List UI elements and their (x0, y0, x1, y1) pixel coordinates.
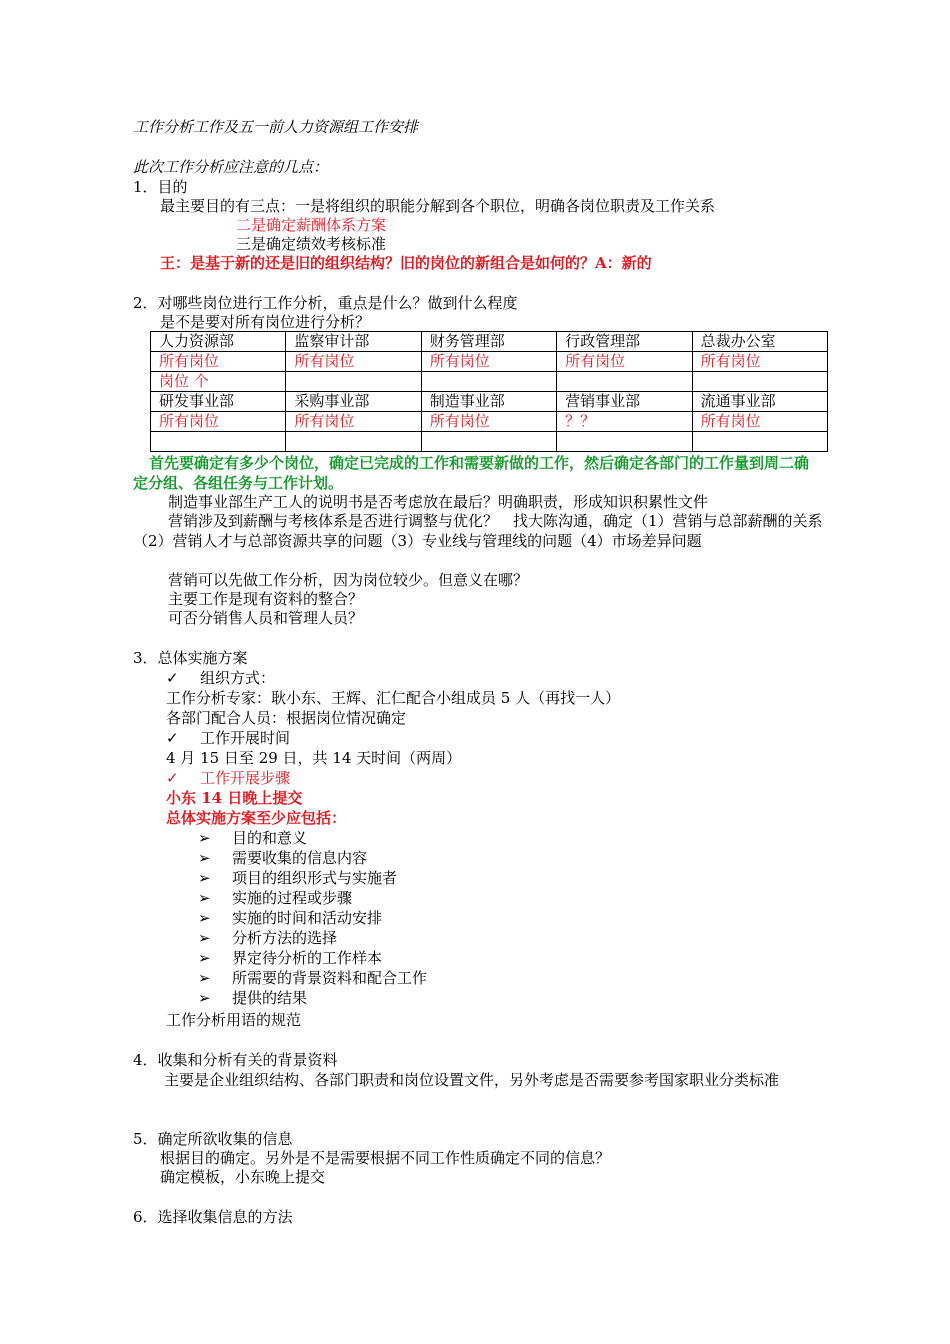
s3-line-3: 4 月 15 日至 29 日，共 14 天时间（两周） (166, 749, 462, 767)
s3-red-1: 小东 14 日晚上提交 (166, 789, 303, 807)
table-cell: 所有岗位 (286, 352, 421, 372)
section-2-heading: 2．对哪些岗位进行工作分析，重点是什么？做到什么程度 (133, 294, 518, 312)
s1-line-3: 三是确定绩效考核标准 (236, 235, 387, 253)
table-cell: 所有岗位 (151, 412, 286, 432)
table-cell (557, 372, 692, 392)
s3-line-1: 工作分析专家：耿小东、王辉、汇仁配合小组成员 5 人（再找一人） (166, 689, 621, 707)
table-cell: 岗位 个 (151, 372, 286, 392)
s3-check-3 (166, 768, 290, 788)
table-cell: 营销事业部 (557, 392, 692, 412)
list-item (198, 908, 382, 928)
s2-para-1: 制造事业部生产工人的说明书是否考虑放在最后？明确职责，形成知识积累性文件 (168, 493, 709, 511)
table-row (151, 392, 828, 412)
arrow-bullet-icon: ➢ (198, 949, 211, 967)
table-cell: 所有岗位 (151, 352, 286, 372)
s3-line-2: 各部门配合人员：根据岗位情况确定 (166, 709, 407, 727)
table-cell: ？？ (557, 412, 692, 432)
list-item (198, 928, 337, 948)
table-cell: 财务管理部 (421, 332, 556, 352)
department-table (150, 331, 828, 452)
list-item-label: 实施的时间和活动安排 (232, 909, 383, 927)
table-row (151, 352, 828, 372)
table-cell (692, 372, 827, 392)
s2-para-5: 可否分销售人员和管理人员？ (168, 609, 364, 627)
list-item-label: 所需要的背景资料和配合工作 (232, 969, 428, 987)
list-item (198, 868, 397, 888)
table-cell (151, 432, 286, 452)
arrow-bullet-icon: ➢ (198, 909, 211, 927)
list-item-label: 目的和意义 (232, 829, 308, 847)
check-icon: ✓ (166, 729, 179, 747)
arrow-bullet-icon: ➢ (198, 889, 211, 907)
table-cell (286, 372, 421, 392)
s5-line-1: 根据目的确定。另外是不是需要根据不同工作性质确定不同的信息？ (160, 1149, 611, 1167)
list-item (198, 948, 382, 968)
table-cell: 行政管理部 (557, 332, 692, 352)
s3-check-1 (166, 668, 275, 688)
s3-check-2 (166, 728, 290, 748)
table-cell (421, 432, 556, 452)
intro-heading: 此次工作分析应注意的几点： (133, 158, 329, 176)
s2-question: 是不是要对所有岗位进行分析？ (160, 313, 371, 331)
s4-para: 主要是企业组织结构、各部门职责和岗位设置文件，另外考虑是否需要参考国家职业分类标准 (164, 1071, 780, 1089)
table-cell: 所有岗位 (286, 412, 421, 432)
table-cell: 所有岗位 (421, 352, 556, 372)
s3-last: 工作分析用语的规范 (166, 1011, 302, 1029)
table-cell (557, 432, 692, 452)
arrow-bullet-icon: ➢ (198, 849, 211, 867)
list-item-label: 项目的组织形式与实施者 (232, 869, 398, 887)
s1-line-1: 最主要目的有三点：一是将组织的职能分解到各个职位，明确各岗位职责及工作关系 (160, 197, 716, 215)
s2-para-2: 营销涉及到薪酬与考核体系是否进行调整与优化？ 找大陈沟通，确定（1）营销与总部薪酬的关系（2）营销人才与总部资源共享的问题（3）专业线与管理线的问题（4）市场差异问题 (133, 512, 823, 550)
table-cell: 所有岗位 (421, 412, 556, 432)
list-item-label: 提供的结果 (232, 989, 308, 1007)
s3-check-1-label: 组织方式： (200, 669, 276, 687)
table-cell (421, 372, 556, 392)
list-item (198, 988, 307, 1008)
table-cell: 所有岗位 (692, 412, 827, 432)
s5-line-2: 确定模板，小东晚上提交 (160, 1168, 326, 1186)
list-item (198, 848, 367, 868)
check-icon: ✓ (166, 669, 179, 687)
section-3-heading: 3．总体实施方案 (133, 649, 248, 667)
list-item (198, 888, 352, 908)
arrow-bullet-icon: ➢ (198, 829, 211, 847)
table-cell (286, 432, 421, 452)
list-item-label: 分析方法的选择 (232, 929, 338, 947)
s2-para-3: 营销可以先做工作分析，因为岗位较少。但意义在哪？ (168, 571, 529, 589)
arrow-bullet-icon: ➢ (198, 929, 211, 947)
section-5-heading: 5．确定所欲收集的信息 (133, 1130, 293, 1148)
table-cell: 监察审计部 (286, 332, 421, 352)
table-cell: 制造事业部 (421, 392, 556, 412)
check-icon: ✓ (166, 769, 179, 787)
s1-line-2: 二是确定薪酬体系方案 (236, 216, 387, 234)
s3-check-2-label: 工作开展时间 (200, 729, 291, 747)
table-row (151, 372, 828, 392)
table-cell: 研发事业部 (151, 392, 286, 412)
table-cell: 总裁办公室 (692, 332, 827, 352)
arrow-bullet-icon: ➢ (198, 989, 211, 1007)
arrow-bullet-icon: ➢ (198, 969, 211, 987)
table-row (151, 432, 828, 452)
list-item-label: 需要收集的信息内容 (232, 849, 368, 867)
s3-red-2: 总体实施方案至少应包括： (166, 809, 347, 827)
table-cell: 所有岗位 (557, 352, 692, 372)
table-cell: 采购事业部 (286, 392, 421, 412)
arrow-bullet-icon: ➢ (198, 869, 211, 887)
list-item (198, 968, 427, 988)
s2-green-note: 首先要确定有多少个岗位，确定已完成的工作和需要新做的工作，然后确定各部门的工作量到周二确定分组、各组任务与工作计划。 (133, 454, 810, 492)
s2-para-4: 主要工作是现有资料的整合？ (168, 590, 364, 608)
list-item-label: 界定待分析的工作样本 (232, 949, 383, 967)
list-item-label: 实施的过程或步骤 (232, 889, 353, 907)
s3-check-3-label: 工作开展步骤 (200, 769, 291, 787)
table-cell (692, 432, 827, 452)
table-cell: 流通事业部 (692, 392, 827, 412)
table-cell: 所有岗位 (692, 352, 827, 372)
list-item (198, 828, 307, 848)
section-4-heading: 4．收集和分析有关的背景资料 (133, 1051, 338, 1069)
table-row (151, 332, 828, 352)
s1-note: 王：是基于新的还是旧的组织结构？旧的岗位的新组合是如何的？A：新的 (160, 254, 652, 272)
section-1-heading: 1．目的 (133, 178, 188, 196)
table-row (151, 412, 828, 432)
table-cell: 人力资源部 (151, 332, 286, 352)
section-6-heading: 6．选择收集信息的方法 (133, 1208, 293, 1226)
doc-title: 工作分析工作及五一前人力资源组工作安排 (133, 118, 419, 136)
